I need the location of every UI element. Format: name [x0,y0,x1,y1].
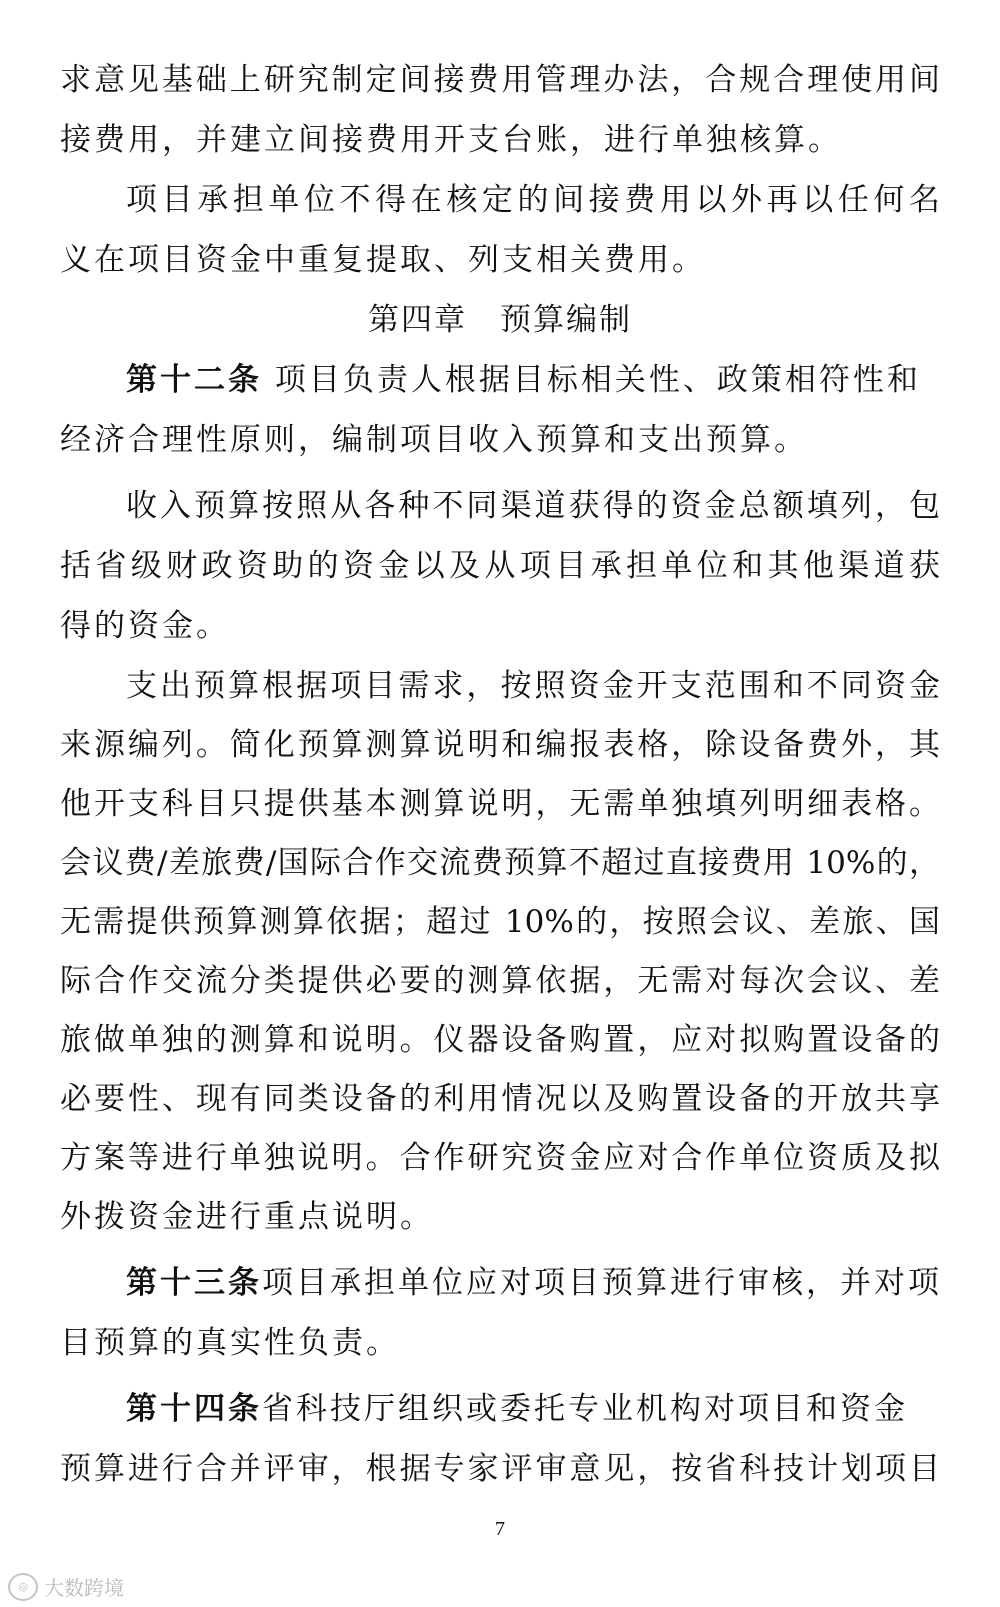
text-line: 方案等进行单独说明。合作研究资金应对合作单位资质及拟 [60,1140,940,1176]
article-text: 省科技厅组织或委托专业机构对项目和资金 [262,1391,908,1427]
text-line: 他开支科目只提供基本测算说明，无需单独填列明细表格。 [60,786,940,822]
text-line: 义在项目资金中重复提取、列支相关费用。 [60,242,706,278]
text-line: 目预算的真实性负责。 [60,1325,400,1361]
text-line: 旅做单独的测算和说明。仪器设备购置，应对拟购置设备的 [60,1022,940,1058]
text-line: 支出预算根据项目需求，按照资金开支范围和不同资金 [126,668,940,704]
article-12-first-line [126,360,940,400]
text-line: 会议费/差旅费/国际合作交流费预算不超过直接费用 10%的， [60,845,940,881]
page-number: 7 [495,1518,505,1540]
text-line: 外拨资金进行重点说明。 [60,1199,434,1235]
article-13-first-line [126,1263,940,1303]
text-line: 求意见基础上研究制定间接费用管理办法，合规合理使用间 [60,62,940,98]
text-line: 预算进行合并评审，根据专家评审意见，按省科技计划项目 [60,1451,940,1487]
article-label: 第十三条 [126,1265,262,1301]
text-line: 接费用，并建立间接费用开支台账，进行单独核算。 [60,122,842,158]
watermark [8,1572,124,1601]
article-label: 第十四条 [126,1391,262,1427]
text-line: 来源编列。简化预算测算说明和编报表格，除设备费外，其 [60,727,940,763]
article-label: 第十二条 [126,362,262,398]
text-line: 得的资金。 [60,608,230,644]
text-line: 括省级财政资助的资金以及从项目承担单位和其他渠道获 [60,548,940,584]
watermark-logo-icon: ◎ [8,1573,38,1601]
watermark-text: 大数跨境 [44,1576,124,1600]
text-line: 收入预算按照从各种不同渠道获得的资金总额填列，包 [126,488,940,524]
text-line: 必要性、现有同类设备的利用情况以及购置设备的开放共享 [60,1081,940,1117]
chapter-heading: 第四章 预算编制 [368,302,632,338]
article-text: 项目承担单位应对项目预算进行审核，并对项 [262,1265,942,1301]
text-line: 项目承担单位不得在核定的间接费用以外再以任何名 [126,182,940,218]
article-text: 项目负责人根据目标相关性、政策相符性和 [274,362,921,398]
text-line: 际合作交流分类提供必要的测算依据，无需对每次会议、差 [60,963,940,999]
article-14-first-line [126,1389,940,1429]
text-line: 无需提供预算测算依据；超过 10%的，按照会议、差旅、国 [60,904,940,940]
text-line: 经济合理性原则，编制项目收入预算和支出预算。 [60,422,808,458]
